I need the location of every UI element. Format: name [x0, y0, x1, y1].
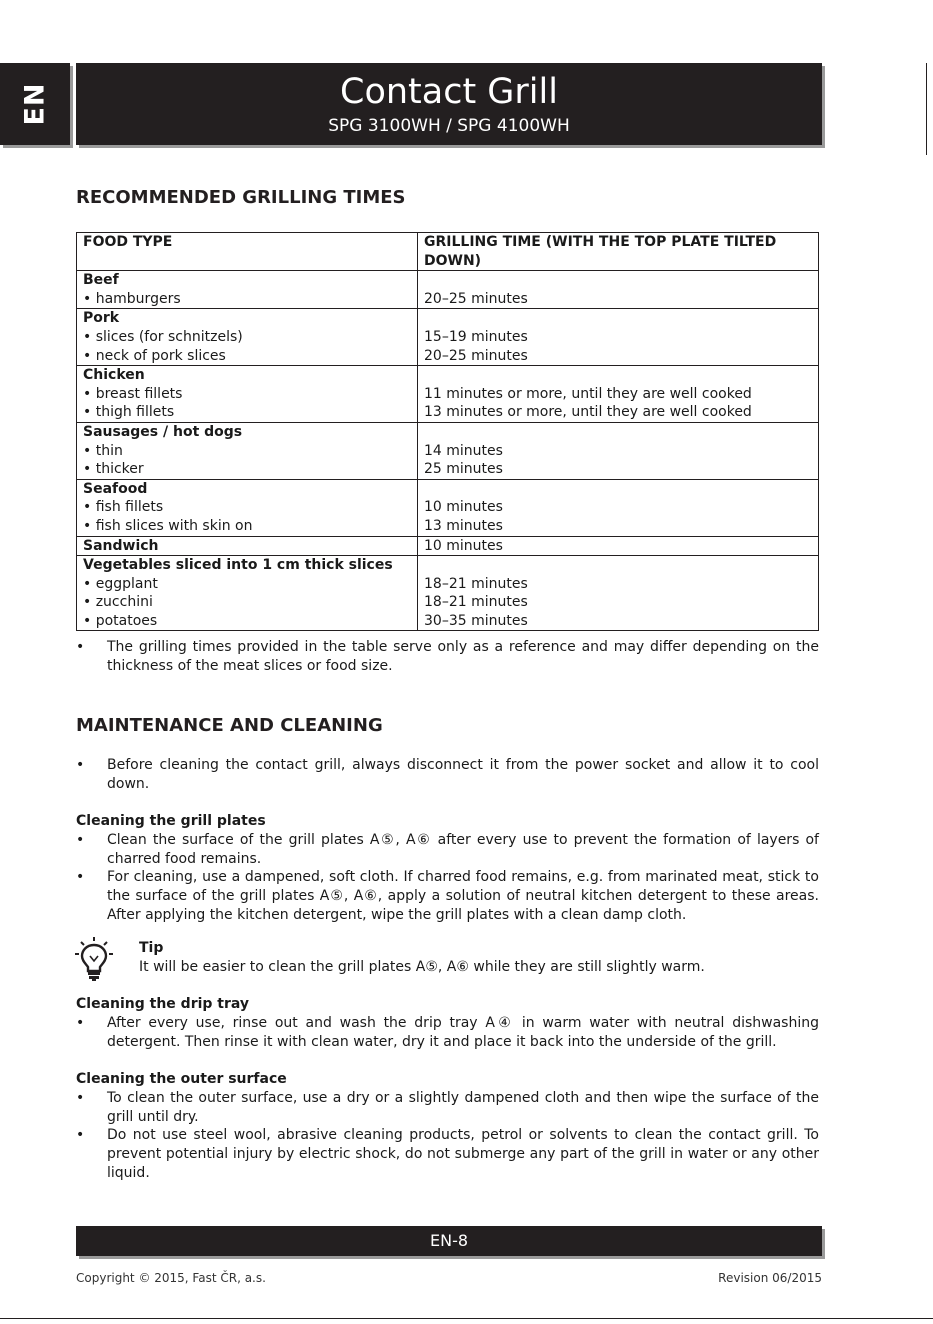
list-item [76, 1126, 819, 1182]
page-number-bar [76, 1226, 822, 1256]
food-item: • eggplant [83, 575, 158, 592]
list-item [76, 1014, 819, 1052]
table-row [77, 536, 819, 556]
tip-text: It will be easier to clean the grill plates A⑤, A⑥ while they are still slightly warm. [139, 959, 705, 975]
grilling-time: 13 minutes [424, 517, 503, 534]
plates-section [76, 812, 819, 925]
food-cell [77, 309, 418, 366]
drip-tray-section [76, 995, 819, 1051]
time-cell [418, 422, 819, 479]
bullet: • [76, 757, 85, 773]
food-group-name: Sandwich [83, 537, 159, 554]
bullet: • [76, 1089, 85, 1106]
food-group-name: Sausages / hot dogs [83, 423, 243, 440]
maintenance-intro [76, 756, 819, 794]
drip-tray-text: After every use, rinse out and wash the drip tray A④ in warm water with neutral dishwashing detergent. Then rinse it with clean water, dry it and place it back into the underside of the grill. [107, 1014, 819, 1050]
time-cell [418, 271, 819, 309]
food-item: • thicker [83, 461, 144, 478]
tip-title: Tip [139, 940, 164, 956]
food-item: • potatoes [83, 612, 158, 629]
food-cell [77, 422, 418, 479]
outer-surface-heading: Cleaning the outer surface [76, 1071, 287, 1087]
food-item: • fish fillets [83, 499, 164, 516]
food-item: • neck of pork slices [83, 347, 226, 364]
food-item: • zucchini [83, 594, 153, 611]
page-number: EN-8 [429, 1231, 469, 1250]
grilling-time: 30–35 minutes [424, 612, 528, 629]
food-item: • thin [83, 442, 123, 459]
food-group-name: Vegetables sliced into 1 cm thick slices [83, 557, 393, 574]
food-group-name: Chicken [83, 367, 145, 384]
food-item: • slices (for schnitzels) [83, 328, 243, 345]
table-row [77, 309, 819, 366]
grilling-time: 10 minutes [424, 499, 503, 516]
bottom-rule [0, 1318, 933, 1319]
margin-rule [926, 63, 927, 155]
language-label: EN [19, 82, 51, 126]
lightbulb-icon [74, 936, 114, 982]
food-cell [77, 536, 418, 556]
table-header-row [77, 233, 819, 271]
food-group-name: Beef [83, 272, 119, 289]
grilling-time: 20–25 minutes [424, 290, 528, 307]
list-item [76, 831, 819, 869]
grilling-times-heading: RECOMMENDED GRILLING TIMES [76, 187, 406, 208]
bullet: • [76, 869, 85, 886]
table-row [77, 422, 819, 479]
plates-heading: Cleaning the grill plates [76, 813, 266, 829]
grilling-time: 15–19 minutes [424, 328, 528, 345]
copyright: Copyright © 2015, Fast ČR, a.s. [76, 1271, 266, 1285]
food-item: • hamburgers [83, 290, 181, 307]
col-food-type: FOOD TYPE [77, 233, 418, 271]
food-cell [77, 366, 418, 423]
food-group-name: Pork [83, 310, 120, 327]
table-row [77, 366, 819, 423]
page-header [76, 63, 822, 145]
list-item [76, 638, 819, 676]
revision: Revision 06/2015 [718, 1271, 822, 1285]
model-numbers: SPG 3100WH / SPG 4100WH [328, 116, 570, 136]
food-cell [77, 479, 418, 536]
outer-surface-text: To clean the outer surface, use a dry or a slightly dampened cloth and then wipe the surface of the grill until dry. [107, 1089, 819, 1125]
time-cell [418, 556, 819, 631]
table-row [77, 271, 819, 309]
list-item [76, 868, 819, 924]
table-row [77, 556, 819, 631]
grilling-time: 20–25 minutes [424, 347, 528, 364]
grilling-time: 18–21 minutes [424, 594, 528, 611]
col-grilling-time: GRILLING TIME (WITH THE TOP PLATE TILTED DOWN) [418, 233, 819, 271]
food-cell [77, 271, 418, 309]
grilling-time: 10 minutes [424, 537, 503, 554]
grilling-note [76, 638, 819, 676]
food-item: • thigh fillets [83, 404, 175, 421]
list-item [76, 1089, 819, 1127]
time-cell [418, 536, 819, 556]
bullet: • [76, 831, 85, 848]
food-cell [77, 556, 418, 631]
grilling-times-table [76, 232, 819, 631]
table-row [77, 479, 819, 536]
tip-box [76, 936, 819, 986]
grilling-time: 11 minutes or more, until they are well cooked [424, 385, 752, 402]
outer-surface-text: Do not use steel wool, abrasive cleaning products, petrol or solvents to clean the contact grill. To prevent potential injury by electric shock, do not submerge any part of the grill in water or any other liquid. [107, 1127, 819, 1181]
time-cell [418, 309, 819, 366]
grilling-time: 13 minutes or more, until they are well cooked [424, 404, 752, 421]
plates-text: For cleaning, use a dampened, soft cloth. If charred food remains, e.g. from marinated meat, stick to the surface of the grill plates A⑤, A⑥, apply a solution of neutral kitchen detergent to these areas. After applying the kitchen detergent, wipe the grill plates with a clean damp cloth. [107, 869, 819, 923]
list-item [76, 756, 819, 794]
language-tab [0, 63, 70, 145]
food-item: • breast fillets [83, 385, 183, 402]
bullet: • [76, 1014, 85, 1031]
bullet: • [76, 639, 85, 655]
bullet: • [76, 1127, 85, 1144]
drip-tray-heading: Cleaning the drip tray [76, 996, 250, 1012]
outer-surface-section [76, 1070, 819, 1183]
time-cell [418, 366, 819, 423]
grilling-time: 25 minutes [424, 461, 503, 478]
page-title: Contact Grill [340, 72, 558, 112]
maintenance-heading: MAINTENANCE AND CLEANING [76, 715, 383, 736]
plates-text: Clean the surface of the grill plates A⑤, A⑥ after every use to prevent the formation of layers of charred food remains. [107, 831, 819, 867]
time-cell [418, 479, 819, 536]
intro-text: Before cleaning the contact grill, always disconnect it from the power socket and allow it to cool down. [107, 757, 819, 792]
food-item: • fish slices with skin on [83, 517, 253, 534]
note-text: The grilling times provided in the table serve only as a reference and may differ depending on the thickness of the meat slices or food size. [107, 639, 819, 674]
grilling-time: 18–21 minutes [424, 575, 528, 592]
food-group-name: Seafood [83, 480, 148, 497]
grilling-time: 14 minutes [424, 442, 503, 459]
